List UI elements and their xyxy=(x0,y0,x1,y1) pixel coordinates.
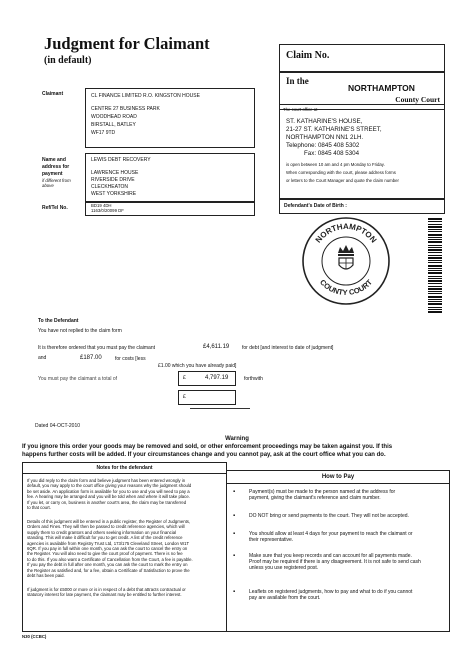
payment-label-line: above xyxy=(42,183,54,189)
barcode-bar xyxy=(428,218,442,220)
barcode-bar xyxy=(428,272,442,274)
payment-address-line: WEST YORKSHIRE xyxy=(91,191,137,197)
bullet-icon: ▪ xyxy=(233,531,236,537)
how-to-pay-line: their representative. xyxy=(249,537,294,544)
how-to-pay-line: You should allow at least 4 days for your payment to reach the claimant or xyxy=(249,531,413,537)
court-type: County Court xyxy=(395,95,440,104)
notes-line: to do this. If you also want a Certificate of Cancellation from the Court, a fee is payable. xyxy=(27,556,193,562)
claimant-label: Claimant xyxy=(42,91,64,97)
how-to-pay-line: Make sure that you keep records and can account for all payments made. xyxy=(249,553,412,559)
form-title: Judgment for Claimant xyxy=(44,34,210,53)
bullet-icon: ▪ xyxy=(233,513,236,519)
barcode-bar xyxy=(428,257,442,259)
barcode-bar xyxy=(428,270,442,271)
not-replied-text: You have not replied to the claim form xyxy=(38,328,122,334)
barcode-bar xyxy=(428,239,442,240)
claimant-line: WOODHEAD ROAD xyxy=(91,114,137,120)
court-address-line: 21-27 ST. KATHARINE'S STREET, xyxy=(286,126,382,133)
barcode-bar xyxy=(428,299,442,300)
svg-text:COUNTY COURT xyxy=(318,277,374,297)
total-currency: £ xyxy=(183,375,186,381)
court-name: NORTHAMPTON xyxy=(348,83,415,93)
how-to-pay-line: Payment(s) must be made to the person named at the address for xyxy=(249,489,396,495)
court-office-label: The court office at xyxy=(283,107,318,112)
court-hours-line: is open between 10 am and 4 pm Monday to Friday. xyxy=(286,162,385,167)
debt-amount: £4,611.19 xyxy=(203,344,230,350)
notes-paragraph-3 xyxy=(27,587,186,598)
claimant-address xyxy=(91,92,200,137)
notes-line: standing. This will make it difficult for you to get credit. A list of the credit reference xyxy=(27,535,183,541)
defendant-dob-box xyxy=(279,198,445,214)
court-address-line: NORTHAMPTON NN1 2LH. xyxy=(286,134,364,141)
barcode-bar xyxy=(428,311,442,313)
payment-address-line: CLECKHEATON xyxy=(91,184,129,190)
barcode-bar xyxy=(428,237,442,238)
instalment-box xyxy=(178,390,236,405)
notes-heading: Notes for the defendant xyxy=(96,465,153,471)
claimant-line: BIRSTALL, BATLEY xyxy=(91,122,136,128)
notes-line: debt has been paid. xyxy=(27,573,65,579)
barcode-bar xyxy=(428,307,442,308)
court-correspondence-line: or letters to the Court Manager and quote the claim number xyxy=(286,177,399,183)
barcode-bar xyxy=(428,241,442,243)
form-subtitle: (in default) xyxy=(44,55,92,66)
bullet-icon: ▪ xyxy=(233,589,236,595)
claimant-line: WF17 9TD xyxy=(91,130,116,136)
notes-line: If you let, or carry on, business in another court's area, the claim may be transferred xyxy=(27,499,187,505)
and-text: and xyxy=(38,355,47,361)
ordered-text: It is therefore ordered that you must pay the claimant xyxy=(38,345,156,351)
warning-line: happens further costs will be added. If your circumstances change and you cannot pay, ask at the court office what you can do. xyxy=(22,452,386,458)
payment-address-line: RIVERSIDE DRIVE xyxy=(91,177,135,183)
barcode-bar xyxy=(428,252,442,253)
barcode-icon xyxy=(428,218,442,314)
barcode-bar xyxy=(428,291,442,292)
how-to-pay-box xyxy=(226,470,450,632)
barcode-bar xyxy=(428,309,442,310)
notes-box xyxy=(22,462,227,632)
payment-address-label xyxy=(42,157,71,189)
how-to-pay-line: Proof may be required if there is any disagreement. It is not safe to send cash xyxy=(249,559,421,566)
court-address xyxy=(286,118,382,158)
court-address-line: ST. KATHARINE'S HOUSE, xyxy=(286,118,363,125)
bullet-icon: ▪ xyxy=(233,489,236,495)
barcode-bar xyxy=(428,288,442,290)
notes-line: If you did reply to the claim form and believe judgment has been entered wrongly in xyxy=(27,478,186,483)
reference-line: 1163/0/20099 DF xyxy=(91,208,124,214)
barcode-bar xyxy=(428,278,442,279)
notes-line: supply them to credit grantors and others seeking information on your financial xyxy=(27,529,177,535)
barcode-bar xyxy=(428,280,442,282)
payment-label-line: payment xyxy=(42,171,63,177)
claim-number-label: Claim No. xyxy=(286,50,330,61)
costs-amount: £187.00 xyxy=(80,355,102,361)
barcode-bar xyxy=(428,247,442,248)
notes-paragraph-2 xyxy=(27,519,193,578)
payment-address-line: LAWRENCE HOUSE xyxy=(91,170,139,176)
payment-address xyxy=(91,157,151,198)
notes-line: If judgment is for £5000 or more or is in respect of a debt that attracts contractual or xyxy=(27,587,186,592)
barcode-bar xyxy=(428,221,442,222)
barcode-bar xyxy=(428,265,442,267)
payment-label-line: if different from xyxy=(42,178,71,183)
notes-line: fee. A hearing may be arranged and you will be told when and where it will take place. xyxy=(27,494,190,500)
how-to-pay-line: unless you use registered post. xyxy=(249,565,319,572)
barcode-bar xyxy=(428,249,442,251)
payment-address-box xyxy=(85,153,255,203)
barcode-bar xyxy=(428,231,442,232)
how-to-pay-divider xyxy=(227,483,449,484)
notes-line: If you pay the debt in full after one month, you can ask the court to mark the entry on xyxy=(27,562,188,568)
defendant-dob-label: Defendant's Date of Birth : xyxy=(284,203,347,209)
warning-heading: Warning xyxy=(225,436,249,442)
barcode-bar xyxy=(428,293,442,294)
barcode-bar xyxy=(428,262,442,263)
reference-label: Ref/Tel No. xyxy=(42,205,68,211)
second-currency: £ xyxy=(183,394,186,400)
warning-line: If you ignore this order your goods may be removed and sold, or other enforcement proceedings may be taken against you. If this xyxy=(22,444,393,450)
barcode-bar xyxy=(428,283,442,284)
dated-text: Dated 04-OCT-2010 xyxy=(35,423,81,429)
court-office-box xyxy=(279,104,445,200)
seal-bottom-text: COUNTY COURT xyxy=(318,277,374,298)
court-seal-icon xyxy=(300,215,392,307)
barcode-bar xyxy=(428,229,442,230)
claim-number-box xyxy=(279,44,445,72)
barcode-bar xyxy=(428,268,442,269)
claimant-box xyxy=(85,88,255,148)
court-in-the: In the xyxy=(286,76,309,86)
notes-paragraph-1 xyxy=(27,478,191,510)
costs-text: for costs [less xyxy=(115,356,146,362)
reference-values xyxy=(91,203,124,214)
court-fax: Fax: 0845 408 5304 xyxy=(304,150,360,157)
notes-line: to that court. xyxy=(27,505,51,511)
barcode-bar xyxy=(428,234,442,236)
claimant-line: CL FINANCE LIMITED R.O. KINGSTON HOUSE xyxy=(91,93,200,99)
barcode-bar xyxy=(428,260,442,261)
court-telephone: Telephone: 0845 408 5302 xyxy=(286,142,360,149)
court-hours xyxy=(286,162,442,183)
total-label: You must pay the claimant a total of xyxy=(38,376,118,382)
barcode-bar xyxy=(428,255,442,256)
notes-line: the Register as satisfied and, for a fee, obtain a Certificate of Satisfaction to prove the xyxy=(27,567,190,573)
notes-line: 6QR. If you pay in full within one month, you can ask the court to cancel the entry on xyxy=(27,546,188,552)
how-to-pay-line: DO NOT bring or send payments to the court. They will not be accepted. xyxy=(249,513,409,519)
barcode-bar xyxy=(428,245,442,246)
reference-line: BD19 4DH xyxy=(91,203,112,208)
how-to-pay-heading: How to Pay xyxy=(321,474,355,480)
bullet-icon: ▪ xyxy=(233,553,236,559)
divider xyxy=(190,408,250,409)
claimant-line: CENTRE 27 BUSINESS PARK xyxy=(91,106,160,112)
court-correspondence-line: When corresponding with the court, please address forms xyxy=(286,170,396,176)
notes-line: Details of this judgment will be entered in a public register, the Register of Judgments, xyxy=(27,519,191,524)
form-code: N30 (CCBC) xyxy=(22,634,47,639)
warning-text xyxy=(22,443,462,459)
debt-suffix: for debt [and interest to date of judgment] xyxy=(242,345,334,351)
already-paid-text: £1.00 which you have already paid] xyxy=(158,363,237,369)
notes-line: the Register. You will also need to give the court proof of payment. There is no fee xyxy=(27,551,183,557)
barcode-bar xyxy=(428,226,442,228)
forthwith-text: forthwith xyxy=(244,376,263,382)
how-to-pay-line: pay are available from the court. xyxy=(249,595,321,602)
total-amount-box xyxy=(178,371,236,386)
reference-box xyxy=(85,201,255,216)
seal-top-text: NORTHAMPTON xyxy=(313,221,379,245)
notes-divider xyxy=(23,473,226,474)
barcode-bar xyxy=(428,276,442,277)
barcode-bar xyxy=(428,301,442,302)
barcode-bar xyxy=(428,286,442,287)
how-to-pay-line: payment, giving the claimant's reference and claim number. xyxy=(249,495,381,502)
notes-line: be set aside. An application form is available for you to use and you will need to pay a xyxy=(27,488,190,494)
barcode-bar xyxy=(428,296,442,298)
notes-line: agencies is available from Registry Trust Ltd, 173/175 Cleveland Street, London W1T xyxy=(27,540,190,546)
notes-line: Orders and Fines. They will then be passed to credit reference agencies, which will xyxy=(27,524,185,530)
notes-line: statutory interest for late payment, the claimant may be entitled to further interest. xyxy=(27,592,182,598)
barcode-bar xyxy=(428,303,442,305)
payment-label-line: address for xyxy=(42,164,70,170)
barcode-bar xyxy=(428,224,442,225)
to-defendant: To the Defendant xyxy=(38,318,79,324)
total-amount: 4,797.19 xyxy=(205,375,229,381)
payment-address-line: LEWIS DEBT RECOVERY xyxy=(91,157,151,163)
notes-line: default, you may apply to the court office giving your reasons why the judgment should xyxy=(27,483,192,489)
how-to-pay-line: Leaflets on registered judgments, how to pay and what to do if you cannot xyxy=(249,589,413,595)
payment-label-line: Name and xyxy=(42,157,66,163)
